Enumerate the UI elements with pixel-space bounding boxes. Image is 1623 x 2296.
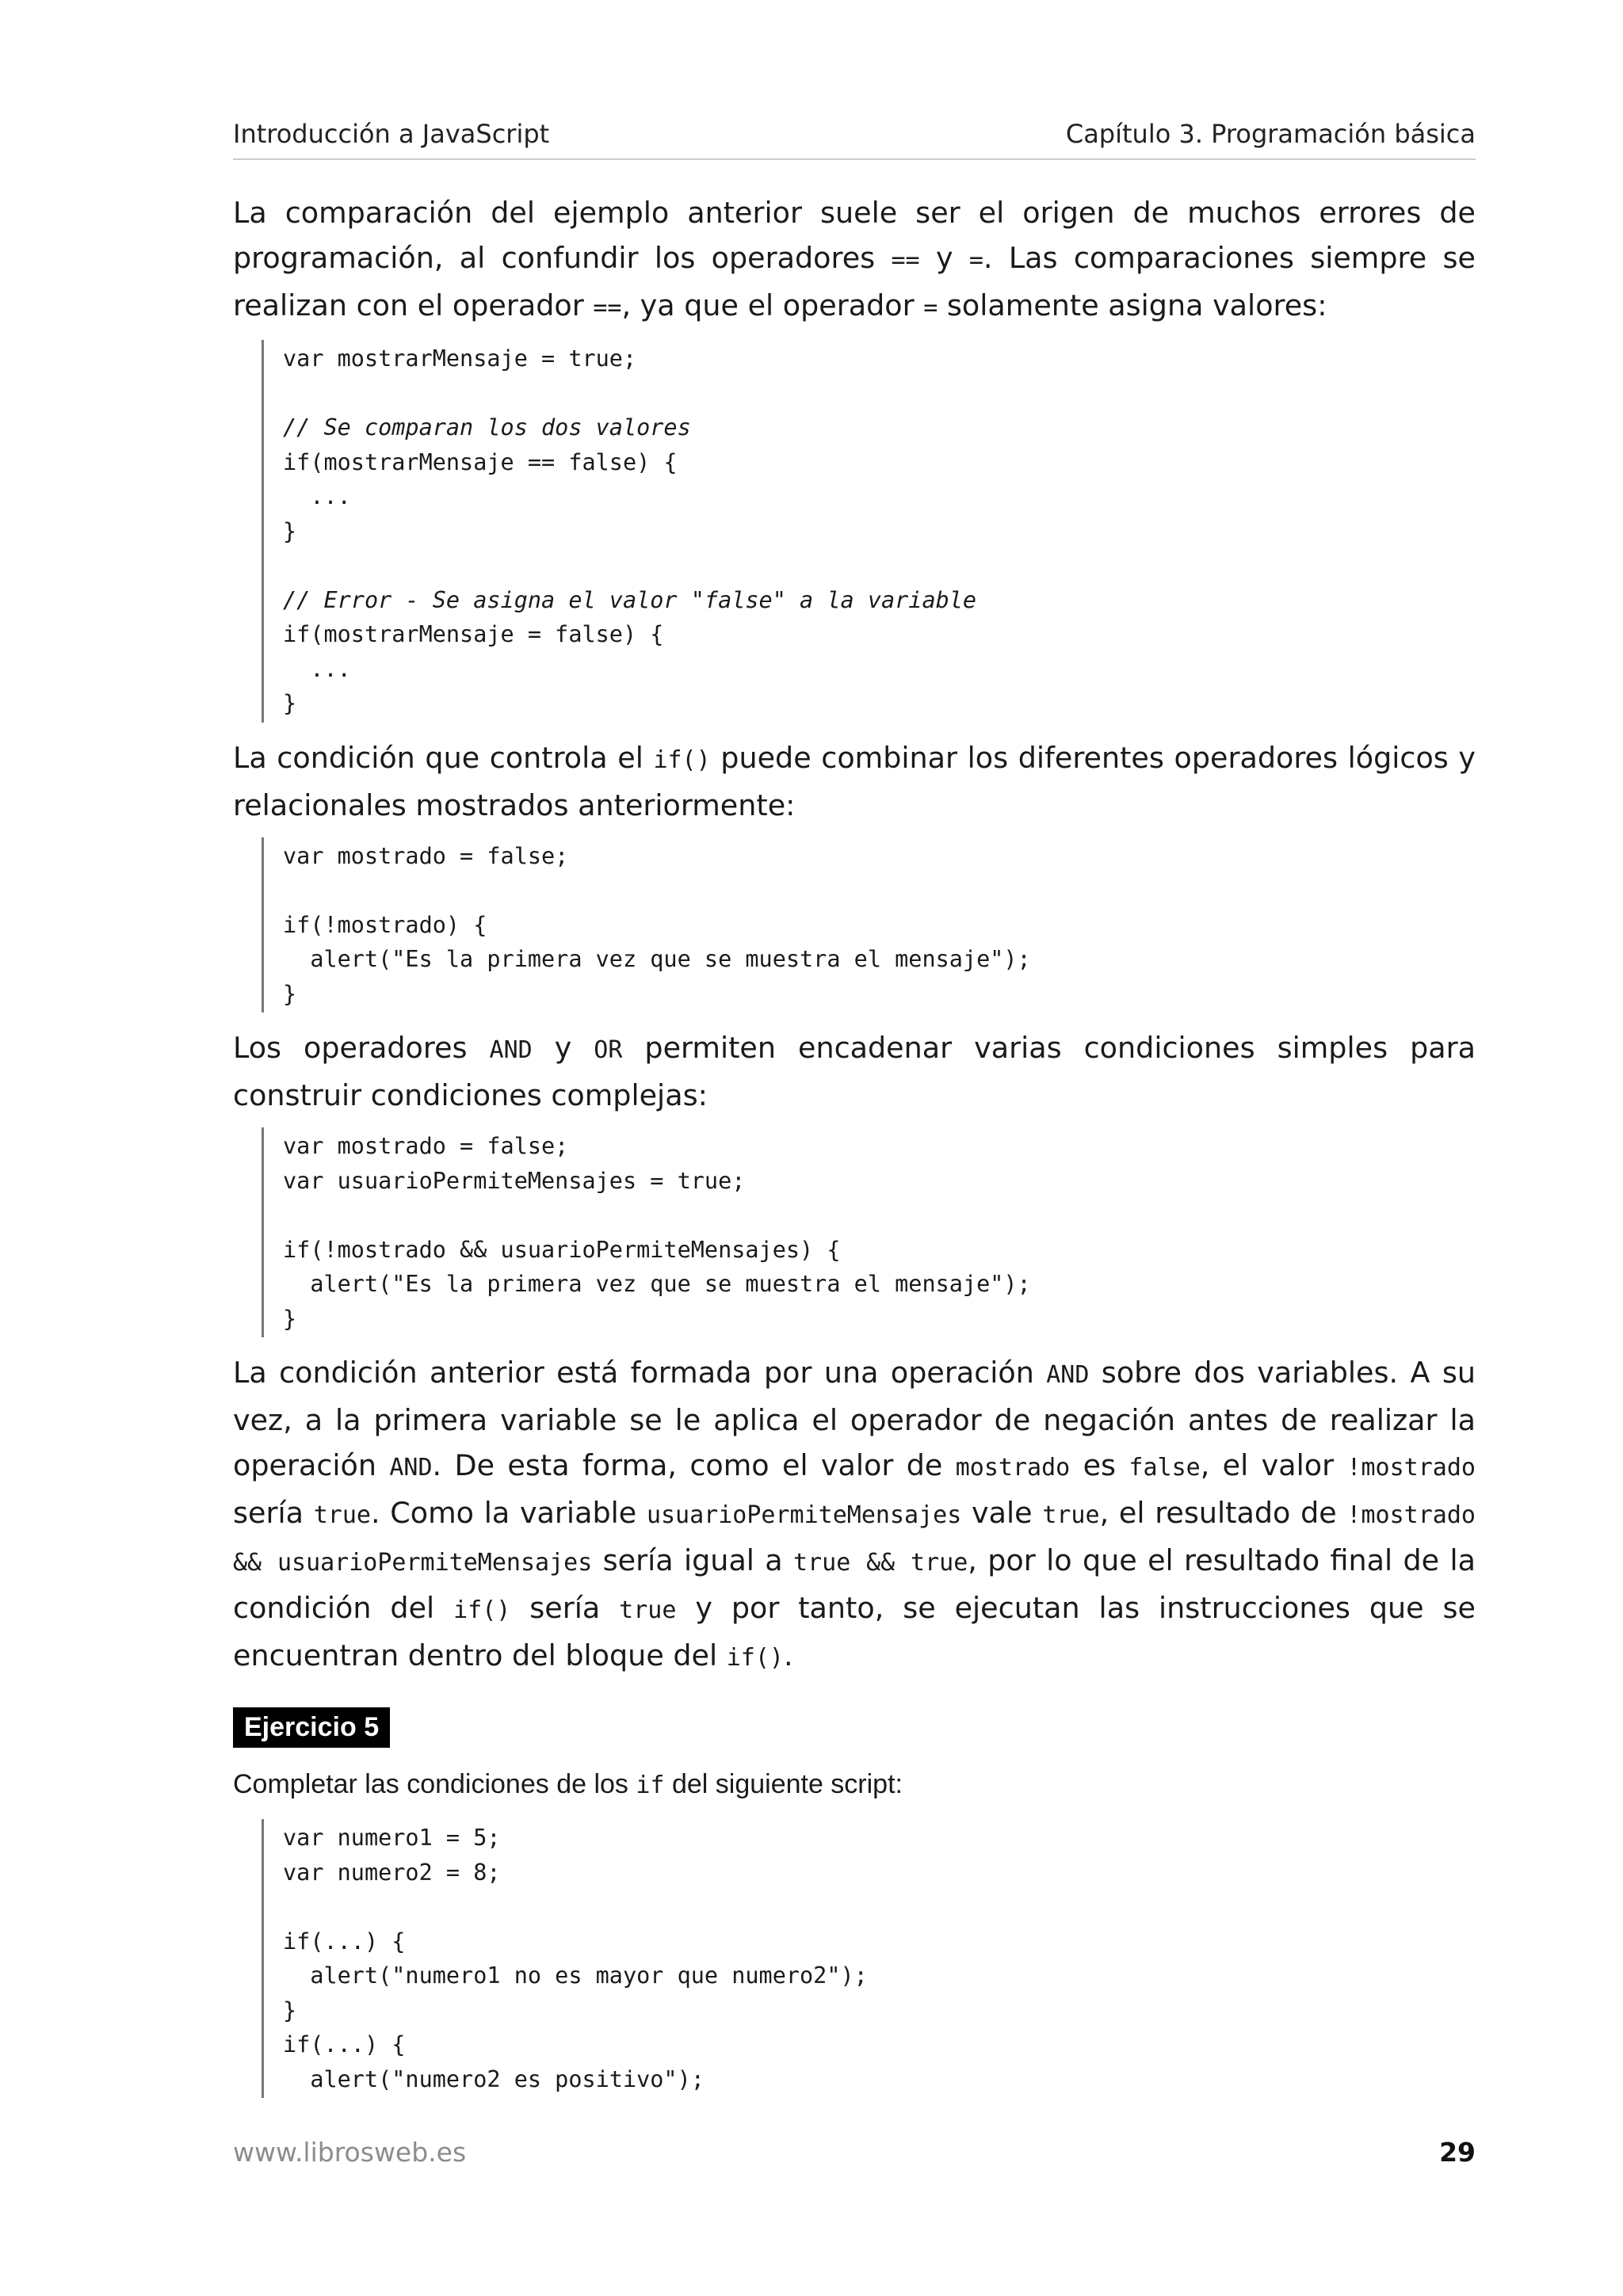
text: y	[532, 1031, 594, 1065]
text: sobre dos variables. A su vez, a la primera variable se le aplica el operador de negación antes de realizar la operación	[233, 1356, 1476, 1482]
inline-code: if()	[726, 1644, 784, 1672]
text: solamente asigna valores:	[938, 288, 1327, 322]
text: sería igual a	[592, 1543, 794, 1577]
code-block-negation	[262, 837, 1476, 1013]
exercise-title: Ejercicio 5	[233, 1707, 390, 1748]
code-line	[283, 376, 1476, 411]
inline-code: if()	[453, 1596, 511, 1624]
inline-code: AND	[389, 1454, 433, 1482]
code-line: alert("Es la primera vez que se muestra el mensaje");	[283, 946, 1031, 972]
page-footer	[233, 2137, 1476, 2168]
inline-code: mostrado	[955, 1454, 1071, 1482]
code-block-comparison	[262, 340, 1476, 723]
code-line: ...	[283, 655, 351, 682]
text: permiten encadenar varias condiciones simples para construir condiciones complejas:	[233, 1031, 1476, 1112]
text: vale	[961, 1496, 1043, 1530]
exercise-statement	[233, 1765, 1476, 1805]
header-book-title: Introducción a JavaScript	[233, 119, 550, 149]
page-content	[233, 190, 1476, 2111]
inline-code: !mostrado	[1346, 1454, 1476, 1482]
code-block-and	[262, 1127, 1476, 1337]
text: puede combinar los diferentes operadores lógicos y relacionales mostrados anteriormente:	[233, 740, 1476, 822]
inline-code: true	[619, 1596, 677, 1624]
text: . De esta forma, como el valor de	[432, 1448, 956, 1482]
text: Los operadores	[233, 1031, 490, 1065]
footer-website: www.librosweb.es	[233, 2137, 467, 2168]
page-number: 29	[1439, 2137, 1476, 2168]
text: . Las comparaciones siempre se realizan con el operador	[233, 241, 1476, 322]
inline-code: =	[923, 294, 938, 322]
code-line: var numero2 = 8;	[283, 1859, 501, 1886]
inline-code: false	[1128, 1454, 1201, 1482]
code-line: alert("Es la primera vez que se muestra el mensaje");	[283, 1271, 1031, 1297]
paragraph-if-condition	[233, 735, 1476, 828]
inline-code: true && true	[793, 1549, 968, 1577]
running-header	[233, 119, 1476, 160]
inline-code: AND	[1046, 1361, 1090, 1389]
inline-code: !mostrado && usuarioPermiteMensajes	[233, 1501, 1476, 1577]
text: y	[919, 241, 969, 275]
inline-code: true	[313, 1501, 371, 1529]
header-chapter-title: Capítulo 3. Programación básica	[1065, 119, 1476, 149]
inline-code: true	[1042, 1501, 1100, 1529]
inline-code: if	[636, 1772, 665, 1799]
text: es	[1070, 1448, 1129, 1482]
inline-code: =	[968, 246, 983, 274]
text: Completar las condiciones de los	[233, 1769, 636, 1799]
code-line: if(mostrarMensaje = false) {	[283, 621, 664, 647]
inline-code: ==	[593, 294, 622, 322]
code-line: }	[283, 517, 297, 544]
paragraph-explanation	[233, 1350, 1476, 1680]
code-line: if(!mostrado) {	[283, 911, 487, 938]
code-line: }	[283, 980, 297, 1007]
code-line: }	[283, 1305, 297, 1332]
code-line: var mostrado = false;	[283, 842, 569, 869]
text: , ya que el operador	[621, 288, 924, 322]
code-line	[283, 1890, 1476, 1924]
code-line	[283, 1198, 1476, 1233]
inline-code: ==	[891, 246, 920, 274]
code-line: var numero1 = 5;	[283, 1825, 501, 1851]
code-line: if(...) {	[283, 1928, 406, 1955]
text: sería	[510, 1591, 620, 1625]
text: La comparación del ejemplo anterior suele ser el origen de muchos errores de programación, al confundir los operadores	[233, 196, 1476, 275]
inline-code: usuarioPermiteMensajes	[646, 1501, 962, 1529]
text: . Como la variable	[370, 1496, 647, 1530]
code-line: if(!mostrado && usuarioPermiteMensajes) {	[283, 1236, 841, 1263]
code-line: alert("numero2 es positivo");	[283, 2065, 705, 2092]
text: del siguiente script:	[664, 1769, 903, 1799]
code-line: if(...) {	[283, 2031, 406, 2058]
code-line: }	[283, 690, 297, 716]
code-block-exercise	[262, 1819, 1476, 2098]
text: , el valor	[1200, 1448, 1347, 1482]
code-line	[283, 873, 1476, 908]
text: y por tanto, se ejecutan las instrucciones que se encuentran dentro del bloque del	[233, 1591, 1476, 1672]
text: La condición anterior está formada por una operación	[233, 1356, 1047, 1390]
code-line: ...	[283, 483, 351, 509]
code-line: alert("numero1 no es mayor que numero2");	[283, 1962, 868, 1989]
text: , el resultado de	[1099, 1496, 1347, 1530]
code-line	[283, 548, 1476, 583]
code-line: var mostrado = false;	[283, 1133, 569, 1159]
code-line: var mostrarMensaje = true;	[283, 345, 637, 372]
code-line: if(mostrarMensaje == false) {	[283, 448, 678, 475]
text: .	[784, 1638, 793, 1672]
code-line: var usuarioPermiteMensajes = true;	[283, 1167, 746, 1194]
inline-code: AND	[489, 1036, 533, 1064]
inline-code: if()	[653, 746, 711, 774]
text: sería	[233, 1496, 314, 1530]
code-comment: // Se comparan los dos valores	[283, 414, 691, 441]
inline-code: OR	[594, 1036, 623, 1064]
text: , por lo que el resultado final de la condición del	[233, 1543, 1476, 1625]
paragraph-comparison	[233, 190, 1476, 330]
paragraph-and-or	[233, 1025, 1476, 1118]
code-comment: // Error - Se asigna el valor "false" a la variable	[283, 586, 977, 613]
text: La condición que controla el	[233, 740, 654, 775]
code-line: }	[283, 1997, 297, 2023]
